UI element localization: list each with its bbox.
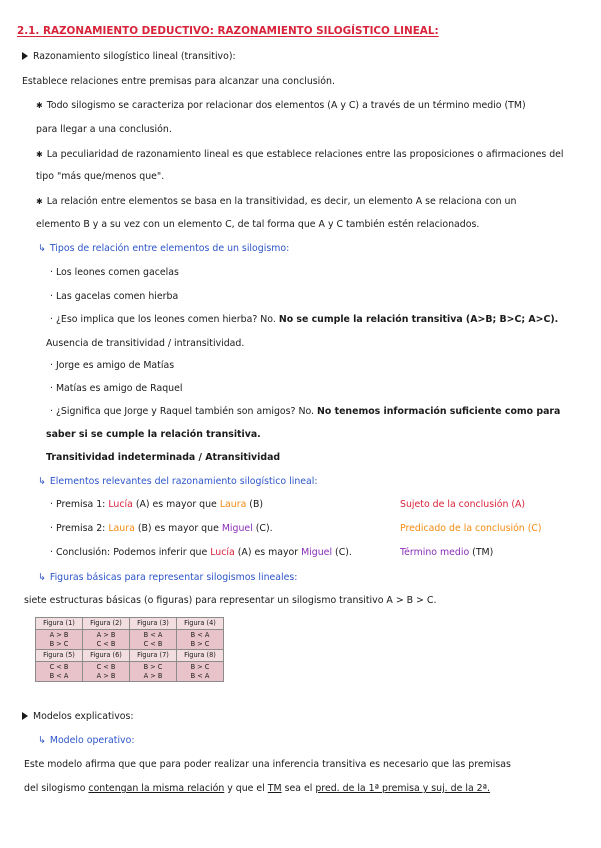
- table-header-row: [36, 618, 224, 630]
- page-title: 2.1. RAZONAMIENTO DEDUCTIVO: RAZONAMIENTO SILOGÍSTICO LINEAL:: [17, 25, 439, 37]
- example-result: Ausencia de transitividad / intransitividad.: [46, 338, 245, 349]
- bullet-2: ✱ La peculiaridad de razonamiento lineal es que establece relaciones entre las proposiciones o afirmaciones del: [36, 149, 564, 160]
- premise-1: · Premisa 1: Lucía (A) es mayor que Laura (B): [50, 499, 264, 510]
- premise-2: · Premisa 2: Laura (B) es mayor que Miguel (C).: [50, 523, 273, 534]
- legend-predicado: Predicado de la conclusión (C): [400, 523, 542, 534]
- asterisk-bullet-icon: ✱: [36, 101, 43, 110]
- bullet-1-cont: para llegar a una conclusión.: [36, 124, 172, 135]
- table-row: [36, 630, 224, 650]
- section-heading-modelos: Modelos explicativos:: [22, 710, 134, 724]
- table-cell: B < A B > C: [177, 630, 224, 650]
- modelo-text-line-1: Este modelo afirma que que para poder realizar una inferencia transitiva es necesario que las premisas: [24, 759, 511, 770]
- table-header-cell: Figura (7): [130, 650, 177, 662]
- bullet-3: ✱ La relación entre elementos se basa en la transitividad, es decir, un elemento A se relaciona con un: [36, 196, 517, 207]
- table-header-cell: Figura (5): [36, 650, 83, 662]
- table-cell: A > B C < B: [83, 630, 130, 650]
- legend-tm: Término medio (TM): [400, 547, 494, 558]
- subheading-figuras: ↳ Figuras básicas para representar silogismos lineales:: [38, 572, 298, 583]
- conclusion: · Conclusión: Podemos inferir que Lucía (A) es mayor Miguel (C).: [50, 547, 352, 558]
- triangle-bullet-icon: [22, 52, 28, 60]
- example-line: · Jorge es amigo de Matías: [50, 360, 175, 371]
- example-line: · Matías es amigo de Raquel: [50, 383, 183, 394]
- table-cell: C < B B < A: [36, 662, 83, 682]
- return-arrow-icon: ↳: [38, 243, 46, 254]
- table-cell: A > B B > C: [36, 630, 83, 650]
- example-result: Transitividad indeterminada / Atransitividad: [46, 452, 281, 463]
- subheading-modelo-operativo: ↳ Modelo operativo:: [38, 735, 135, 746]
- legend-sujeto: Sujeto de la conclusión (A): [400, 499, 526, 510]
- table-header-cell: Figura (6): [83, 650, 130, 662]
- table-header-cell: Figura (1): [36, 618, 83, 630]
- table-cell: B < A C < B: [130, 630, 177, 650]
- example-line: · Las gacelas comen hierba: [50, 291, 179, 302]
- asterisk-bullet-icon: ✱: [36, 150, 43, 159]
- table-header-cell: Figura (3): [130, 618, 177, 630]
- subheading-tipos: ↳ Tipos de relación entre elementos de un silogismo:: [38, 243, 290, 254]
- table-cell: B > C A > B: [130, 662, 177, 682]
- example-cont: saber si se cumple la relación transitiva.: [46, 429, 261, 440]
- subheading-elementos: ↳ Elementos relevantes del razonamiento silogístico lineal:: [38, 476, 318, 487]
- section-intro: Establece relaciones entre premisas para alcanzar una conclusión.: [22, 76, 335, 87]
- asterisk-bullet-icon: ✱: [36, 197, 43, 206]
- example-question: · ¿Significa que Jorge y Raquel también son amigos? No. No tenemos información suficiente como para: [50, 406, 561, 417]
- table-header-cell: Figura (8): [177, 650, 224, 662]
- figuras-intro: siete estructuras básicas (o figuras) para representar un silogismo transitivo A > B > C.: [24, 595, 437, 606]
- bullet-1: ✱ Todo silogismo se caracteriza por relacionar dos elementos (A y C) a través de un término medio (TM): [36, 100, 526, 111]
- table-header-cell: Figura (4): [177, 618, 224, 630]
- example-line: · Los leones comen gacelas: [50, 267, 179, 278]
- bullet-3-cont: elemento B y a su vez con un elemento C, de tal forma que A y C también estén relacionados.: [36, 219, 480, 230]
- bullet-2-cont: tipo "más que/menos que".: [36, 171, 165, 182]
- section-heading-silogistico: Razonamiento silogístico lineal (transitivo):: [22, 50, 236, 64]
- table-cell: C < B A > B: [83, 662, 130, 682]
- table-header-row: [36, 650, 224, 662]
- example-question: · ¿Eso implica que los leones comen hierba? No. No se cumple la relación transitiva (A>B; B>C; A>C).: [50, 314, 559, 325]
- triangle-bullet-icon: [22, 712, 28, 720]
- modelo-text-line-2: del silogismo contengan la misma relación y que el TM sea el pred. de la 1ª premisa y suj. de la 2ª.: [24, 783, 491, 794]
- return-arrow-icon: ↳: [38, 572, 46, 583]
- return-arrow-icon: ↳: [38, 735, 46, 746]
- table-cell: B > C B < A: [177, 662, 224, 682]
- table-row: [36, 662, 224, 682]
- table-header-cell: Figura (2): [83, 618, 130, 630]
- return-arrow-icon: ↳: [38, 476, 46, 487]
- figures-table: [35, 617, 224, 682]
